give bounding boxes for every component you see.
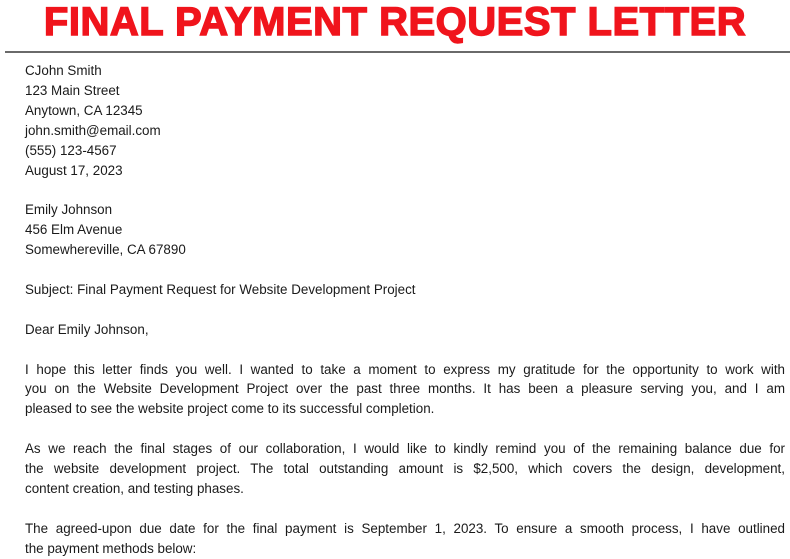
paragraph-line: As we reach the final stages of our collaboration, I would like to kindly remind you of the remaining balance due for [25,441,785,457]
recipient-city: Somewhereville, CA 67890 [25,242,186,258]
salutation: Dear Emily Johnson, [25,321,149,337]
sender-street: 123 Main Street [25,82,120,98]
recipient-name: Emily Johnson [25,202,113,218]
paragraph-line: the website development project. The total outstanding amount is $2,500, which covers the design, development, [25,461,785,477]
sender-name: CJohn Smith [25,63,102,78]
paragraph-3 [25,519,785,559]
paragraph-line: the payment methods below: [25,540,197,556]
sender-phone: (555) 123-4567 [25,142,117,158]
recipient-block [25,200,785,260]
letter-date: August 17, 2023 [25,162,123,178]
paragraph-line: pleased to see the website project come to its successful completion. [25,401,435,417]
letter-body [25,0,785,559]
letter-title: FINAL PAYMENT REQUEST LETTER [43,0,747,44]
recipient-street: 456 Elm Avenue [25,222,123,238]
paragraph-line: content creation, and testing phases. [25,480,244,496]
subject-line: Subject: Final Payment Request for Website Development Project [25,281,416,297]
paragraph-line: The agreed-upon due date for the final payment is September 1, 2023. To ensure a smooth process, I have outlined [25,520,785,536]
paragraph-line: I hope this letter finds you well. I wanted to take a moment to express my gratitude for the opportunity to work with [25,361,785,377]
sender-block [25,61,785,180]
paragraph-line: you on the Website Development Project over the past three months. It has been a pleasure serving you, and I am [25,381,785,397]
sender-email: john.smith@email.com [25,122,161,138]
paragraph-2 [25,439,785,499]
sender-city: Anytown, CA 12345 [25,102,143,118]
paragraph-1 [25,360,785,420]
